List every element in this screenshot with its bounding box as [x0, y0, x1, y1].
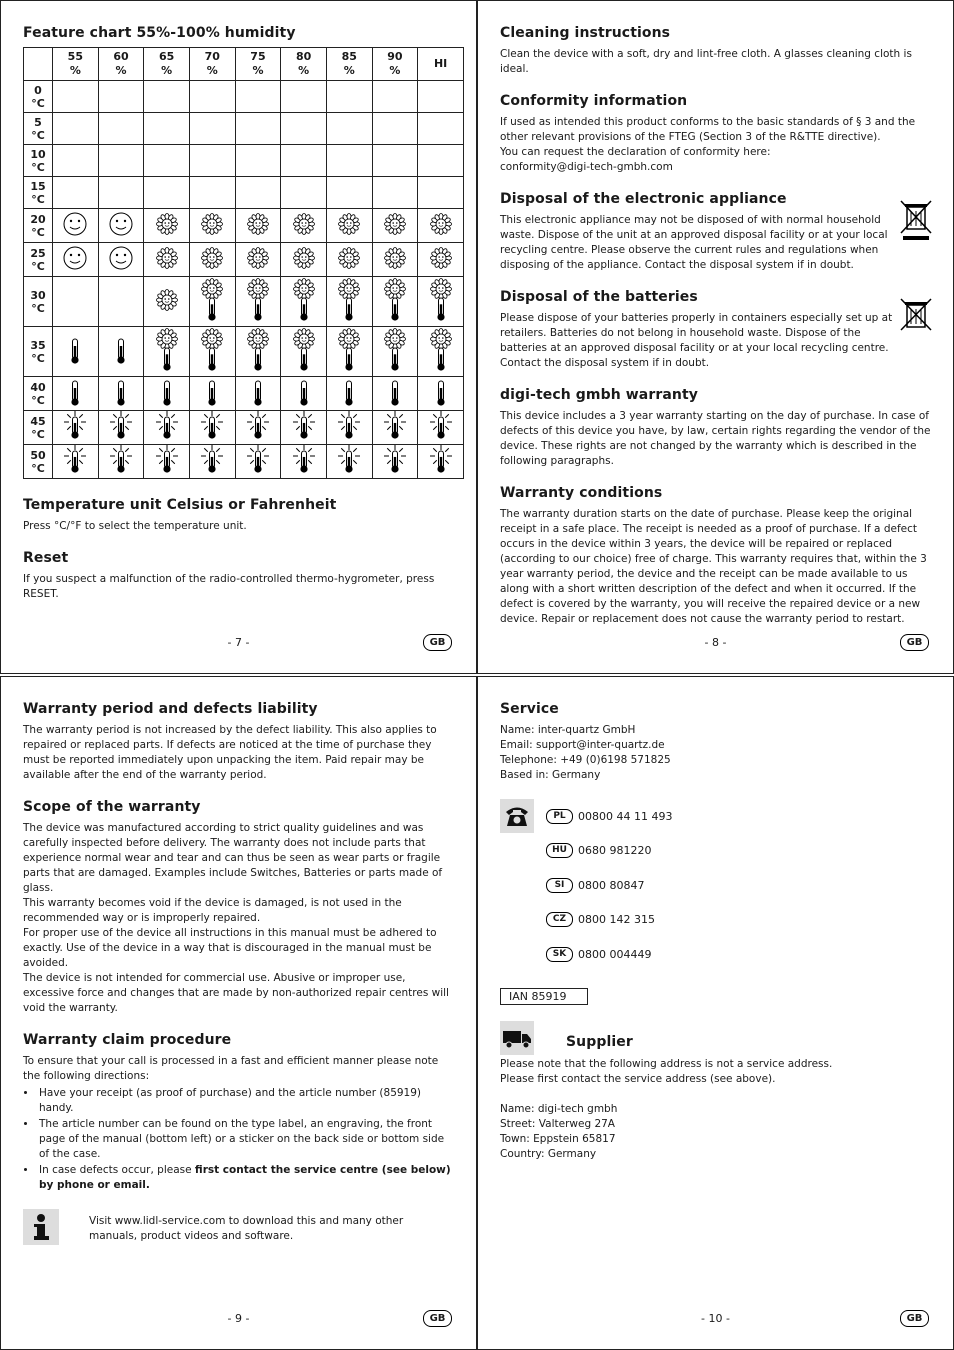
hotline-number: 0800 80847: [578, 878, 645, 892]
chart-cell: [418, 277, 464, 327]
hotline-number: 0800 004449: [578, 947, 652, 961]
page-number: - 7 -: [227, 636, 250, 649]
chart-cell: [372, 377, 418, 411]
sun-thermo-icon: [152, 411, 182, 441]
chart-cell: [53, 145, 99, 177]
chart-row: [24, 113, 464, 145]
warranty-text: This device includes a 3 year warranty starting on the day of purchase. In case of defects of this device you have, by law, certain rights regarding the vendor of the device. These rights are not changed by the warranty which is described in the following paragraphs.: [500, 410, 931, 467]
thermo-icon: [334, 377, 364, 407]
chart-row: [24, 445, 464, 479]
chart-cell: [144, 81, 190, 113]
flower-thermo-icon: [243, 278, 273, 322]
hotline-number: 00800 44 11 493: [578, 809, 673, 823]
flower-thermo-icon: [197, 278, 227, 322]
list-item-text: In case defects occur, please: [39, 1164, 195, 1176]
info-box: [23, 1209, 454, 1245]
thermo-icon: [106, 335, 136, 365]
chart-cell: [189, 177, 235, 209]
reset-text: If you suspect a malfunction of the radio-controlled thermo-hygrometer, press RESET.: [23, 573, 435, 600]
chart-row-label: 50 °C: [24, 445, 53, 479]
supplier-town: Town: Eppstein 65817: [500, 1133, 616, 1145]
sun-thermo-icon: [380, 445, 410, 475]
chart-cell: [53, 81, 99, 113]
chart-cell: [326, 177, 372, 209]
flower-icon: [197, 243, 227, 273]
chart-col-header: 55 %: [53, 48, 99, 81]
conformity-request-text: You can request the declaration of conformity here:: [500, 146, 771, 158]
chart-cell: [235, 243, 281, 277]
chart-row-label: 35 °C: [24, 327, 53, 377]
disposal-batteries-text: Please dispose of your batteries properly in containers especially set up at retailers. Batteries do not belong in household waste. Dispose of the batteries at an approved disposal facility or at your local recycling centre. Contact the disposal system if in doubt.: [500, 312, 893, 369]
chart-cell: [418, 411, 464, 445]
chart-cell: [235, 377, 281, 411]
service-name: Name: inter-quartz GmbH: [500, 724, 636, 736]
language-badge: GB: [423, 1310, 452, 1327]
chart-cell: [372, 81, 418, 113]
chart-cell: [144, 243, 190, 277]
warranty-conditions-heading: Warranty conditions: [500, 485, 663, 501]
chart-cell: [281, 277, 327, 327]
chart-cell: [53, 445, 99, 479]
country-code-badge: HU: [546, 843, 573, 858]
chart-cell: [326, 445, 372, 479]
chart-col-header: 70 %: [189, 48, 235, 81]
chart-cell: [98, 177, 144, 209]
supplier-heading: Supplier: [566, 1033, 633, 1050]
chart-cell: [235, 145, 281, 177]
sun-thermo-icon: [426, 411, 456, 441]
chart-cell: [326, 327, 372, 377]
flower-icon: [380, 243, 410, 273]
chart-cell: [418, 243, 464, 277]
chart-row: [24, 177, 464, 209]
commercial-use-text: The device is not intended for commercial use. Abusive or improper use, excessive force and changes that are made by non-authorized repair centres will void the warranty.: [23, 972, 449, 1014]
sun-thermo-icon: [380, 411, 410, 441]
flower-icon: [152, 285, 182, 315]
chart-cell: [98, 243, 144, 277]
sun-thermo-icon: [243, 411, 273, 441]
chart-col-header: 90 %: [372, 48, 418, 81]
sun-thermo-icon: [152, 445, 182, 475]
chart-cell: [53, 277, 99, 327]
disposal-appliance-text: This electronic appliance may not be disposed of with normal household waste. Dispose of the unit at an approved disposal facility or at your local recycling centre. Please observe the current rules and regulations when disposing of the appliance. Contact the disposal system if in doubt.: [500, 214, 888, 271]
sun-thermo-icon: [106, 411, 136, 441]
hotline-row: [546, 937, 672, 972]
flower-thermo-icon: [334, 278, 364, 322]
service-email: Email: support@inter-quartz.de: [500, 739, 665, 751]
flower-thermo-icon: [289, 278, 319, 322]
chart-cell: [372, 113, 418, 145]
claim-procedure-list: [23, 1086, 454, 1193]
chart-cell: [326, 209, 372, 243]
chart-cell: [144, 411, 190, 445]
conformity-heading: Conformity information: [500, 93, 688, 109]
chart-cell: [418, 327, 464, 377]
page-8: [477, 0, 954, 674]
chart-cell: [281, 209, 327, 243]
flower-thermo-icon: [152, 328, 182, 372]
chart-cell: [98, 277, 144, 327]
chart-col-header: 60 %: [98, 48, 144, 81]
chart-cell: [418, 377, 464, 411]
supplier-country: Country: Germany: [500, 1148, 597, 1160]
chart-row: [24, 377, 464, 411]
list-item: • Have your receipt (as proof of purchase) and the article number (85919) handy.: [37, 1086, 454, 1116]
chart-cell: [189, 277, 235, 327]
chart-cell: [189, 81, 235, 113]
flower-icon: [289, 209, 319, 239]
list-item-bold-text: first contact the service centre (see below) by phone or email.: [39, 1164, 451, 1191]
chart-cell: [326, 113, 372, 145]
chart-cell: [189, 377, 235, 411]
chart-cell: [281, 445, 327, 479]
language-badge: GB: [900, 634, 929, 651]
list-item: • The article number can be found on the type label, an engraving, the front page of the manual (bottom left) or a sticker on the back side or bottom side of the case.: [37, 1117, 454, 1162]
thermo-icon: [152, 377, 182, 407]
chart-cell: [53, 113, 99, 145]
smiley-icon: [60, 243, 90, 273]
thermo-icon: [60, 335, 90, 365]
thermo-icon: [380, 377, 410, 407]
chart-cell: [144, 445, 190, 479]
service-phone: Telephone: +49 (0)6198 571825: [500, 754, 671, 766]
hotline-number: 0800 142 315: [578, 913, 655, 927]
hotline-row: [546, 834, 672, 869]
temp-unit-text: Press °C/°F to select the temperature unit.: [23, 520, 247, 532]
chart-cell: [418, 113, 464, 145]
sun-thermo-icon: [289, 411, 319, 441]
chart-corner-cell: [24, 48, 53, 81]
smiley-icon: [106, 209, 136, 239]
chart-row-label: 10 °C: [24, 145, 53, 177]
chart-cell: [281, 145, 327, 177]
chart-title: Feature chart 55%-100% humidity: [23, 25, 296, 41]
thermo-icon: [426, 377, 456, 407]
country-code-badge: PL: [546, 809, 573, 824]
service-heading: Service: [500, 701, 559, 717]
chart-cell: [98, 411, 144, 445]
chart-cell: [326, 377, 372, 411]
chart-cell: [144, 327, 190, 377]
thermo-icon: [197, 377, 227, 407]
warranty-heading: digi-tech gmbh warranty: [500, 387, 698, 403]
hotline-row: [546, 799, 672, 834]
chart-cell: [53, 377, 99, 411]
chart-cell: [372, 209, 418, 243]
hotline-row: [546, 868, 672, 903]
chart-cell: [372, 411, 418, 445]
chart-col-header: HI: [418, 48, 464, 81]
warranty-conditions-text: The warranty duration starts on the date of purchase. Please keep the original receipt in a safe place. The receipt is needed as a proof of purchase. If a defect occurs in the device within 3 years, the device will be repaired or replaced (according to our choice) free of charge. This warranty requires that, within the 3 year warranty period, the device and the receipt can be made available to us along with a short written description of the defect and when it occurred. If the defect is covered by the warranty, you will receive the repaired device or a new device. Repair or replacement does not cause the warranty period to restart.: [500, 508, 927, 625]
chart-cell: [372, 277, 418, 327]
chart-cell: [144, 113, 190, 145]
hotline-row: [546, 903, 672, 938]
chart-cell: [144, 277, 190, 327]
warranty-scope-text: The device was manufactured according to strict quality guidelines and was carefully inspected before delivery. The warranty does not include parts that experience normal wear and tear and can thus be seen as wear parts or fragile parts that are damaged. Examples include Switches, Batteries or parts made of glass.: [23, 822, 443, 894]
chart-cell: [189, 209, 235, 243]
chart-cell: [144, 377, 190, 411]
chart-cell: [98, 327, 144, 377]
hotline-block: [500, 799, 931, 975]
flower-icon: [243, 209, 273, 239]
flower-thermo-icon: [380, 328, 410, 372]
page-7: [0, 0, 477, 674]
chart-row: [24, 81, 464, 113]
claim-procedure-text: To ensure that your call is processed in a fast and efficient manner please note the following directions:: [23, 1055, 439, 1082]
hotline-list: [546, 799, 672, 972]
chart-row-label: 25 °C: [24, 243, 53, 277]
sun-thermo-icon: [334, 411, 364, 441]
thermo-icon: [60, 377, 90, 407]
chart-cell: [281, 377, 327, 411]
service-based: Based in: Germany: [500, 769, 601, 781]
flower-icon: [426, 209, 456, 239]
list-item: [37, 1163, 454, 1193]
chart-cell: [235, 277, 281, 327]
smiley-icon: [106, 243, 136, 273]
chart-row: [24, 209, 464, 243]
page-number: - 8 -: [704, 636, 727, 649]
chart-cell: [418, 145, 464, 177]
chart-cell: [53, 327, 99, 377]
page-9: [0, 676, 477, 1350]
chart-cell: [372, 177, 418, 209]
warranty-period-text: The warranty period is not increased by the defect liability. This also applies to repaired or replaced parts. If defects are noticed at the time of purchase they must be reported immediately upon unpacking the item. Paid repair may be available after the end of the warranty period.: [23, 724, 437, 781]
thermo-icon: [289, 377, 319, 407]
chart-cell: [281, 113, 327, 145]
supplier-header: [500, 1021, 931, 1055]
chart-cell: [372, 243, 418, 277]
conformity-email: conformity@digi-tech-gmbh.com: [500, 161, 673, 173]
chart-cell: [53, 209, 99, 243]
language-badge: GB: [423, 634, 452, 651]
chart-cell: [235, 411, 281, 445]
chart-cell: [98, 81, 144, 113]
chart-cell: [418, 445, 464, 479]
temp-unit-heading: Temperature unit Celsius or Fahrenheit: [23, 497, 337, 513]
chart-cell: [418, 81, 464, 113]
chart-cell: [281, 327, 327, 377]
chart-cell: [189, 327, 235, 377]
chart-cell: [144, 209, 190, 243]
chart-cell: [98, 377, 144, 411]
flower-icon: [152, 209, 182, 239]
hotline-number: 0680 981220: [578, 844, 652, 858]
supplier-note: Please note that the following address is not a service address.: [500, 1058, 833, 1070]
chart-cell: [326, 145, 372, 177]
warranty-period-heading: Warranty period and defects liability: [23, 701, 318, 717]
proper-use-text: For proper use of the device all instructions in this manual must be adhered to exactly. Use of the device in a way that is discouraged in the manual must be avoided.: [23, 927, 437, 969]
sun-thermo-icon: [334, 445, 364, 475]
chart-cell: [326, 277, 372, 327]
supplier-street: Street: Valterweg 27A: [500, 1118, 615, 1130]
cleaning-text: Clean the device with a soft, dry and lint-free cloth. A glasses cleaning cloth is ideal.: [500, 48, 912, 75]
thermo-icon: [106, 377, 136, 407]
chart-cell: [235, 327, 281, 377]
flower-icon: [334, 243, 364, 273]
cleaning-heading: Cleaning instructions: [500, 25, 671, 41]
chart-row-label: 0 °C: [24, 81, 53, 113]
chart-col-header: 85 %: [326, 48, 372, 81]
page-number: - 9 -: [227, 1312, 250, 1325]
telephone-icon: [500, 799, 534, 833]
chart-row-label: 45 °C: [24, 411, 53, 445]
chart-col-header: 80 %: [281, 48, 327, 81]
sun-thermo-icon: [197, 445, 227, 475]
flower-thermo-icon: [334, 328, 364, 372]
chart-row: [24, 411, 464, 445]
chart-row-label: 40 °C: [24, 377, 53, 411]
chart-cell: [98, 113, 144, 145]
flower-thermo-icon: [426, 328, 456, 372]
flower-icon: [152, 243, 182, 273]
sun-thermo-icon: [289, 445, 319, 475]
disposal-appliance-heading: Disposal of the electronic appliance: [500, 191, 787, 207]
chart-cell: [189, 113, 235, 145]
chart-cell: [189, 243, 235, 277]
smiley-icon: [60, 209, 90, 239]
chart-col-header: 65 %: [144, 48, 190, 81]
info-icon: [23, 1209, 59, 1245]
chart-cell: [53, 411, 99, 445]
info-text: Visit www.lidl-service.com to download this and many other manuals, product videos and software.: [89, 1215, 404, 1242]
chart-cell: [53, 243, 99, 277]
sun-thermo-icon: [426, 445, 456, 475]
supplier-note-2: Please first contact the service address (see above).: [500, 1073, 776, 1085]
chart-cell: [98, 209, 144, 243]
chart-cell: [189, 445, 235, 479]
humidity-feature-chart: [23, 47, 464, 479]
chart-cell: [144, 177, 190, 209]
chart-row: [24, 243, 464, 277]
flower-icon: [197, 209, 227, 239]
chart-row-label: 15 °C: [24, 177, 53, 209]
country-code-badge: SK: [546, 947, 573, 962]
chart-cell: [418, 177, 464, 209]
flower-thermo-icon: [243, 328, 273, 372]
conformity-text: If used as intended this product conforms to the basic standards of § 3 and the other relevant provisions of the FTEG (Section 3 of the R&TTE directive).: [500, 116, 916, 143]
chart-cell: [372, 327, 418, 377]
chart-cell: [235, 445, 281, 479]
claim-procedure-heading: Warranty claim procedure: [23, 1032, 232, 1048]
flower-icon: [243, 243, 273, 273]
chart-cell: [281, 243, 327, 277]
ian-number: IAN 85919: [500, 988, 588, 1005]
flower-icon: [426, 243, 456, 273]
flower-thermo-icon: [426, 278, 456, 322]
reset-heading: Reset: [23, 550, 69, 566]
sun-thermo-icon: [106, 445, 136, 475]
chart-cell: [281, 177, 327, 209]
thermo-icon: [243, 377, 273, 407]
country-code-badge: SI: [546, 878, 573, 893]
chart-row: [24, 327, 464, 377]
chart-cell: [326, 81, 372, 113]
chart-row-label: 5 °C: [24, 113, 53, 145]
chart-row-label: 30 °C: [24, 277, 53, 327]
language-badge: GB: [900, 1310, 929, 1327]
supplier-name: Name: digi-tech gmbh: [500, 1103, 618, 1115]
sun-thermo-icon: [197, 411, 227, 441]
page-number: - 10 -: [701, 1312, 730, 1325]
chart-cell: [326, 411, 372, 445]
page-10: [477, 676, 954, 1350]
flower-thermo-icon: [289, 328, 319, 372]
chart-row: [24, 145, 464, 177]
chart-cell: [326, 243, 372, 277]
chart-cell: [235, 113, 281, 145]
chart-cell: [189, 145, 235, 177]
chart-cell: [281, 411, 327, 445]
chart-cell: [281, 81, 327, 113]
flower-thermo-icon: [380, 278, 410, 322]
chart-cell: [98, 145, 144, 177]
country-code-badge: CZ: [546, 912, 573, 927]
chart-cell: [418, 209, 464, 243]
flower-icon: [289, 243, 319, 273]
flower-thermo-icon: [197, 328, 227, 372]
crossed-bin-battery-icon: [899, 297, 933, 331]
chart-cell: [189, 411, 235, 445]
sun-thermo-icon: [60, 411, 90, 441]
chart-cell: [372, 145, 418, 177]
warranty-scope-heading: Scope of the warranty: [23, 799, 201, 815]
chart-header-row: [24, 48, 464, 81]
chart-cell: [53, 177, 99, 209]
sun-thermo-icon: [243, 445, 273, 475]
warranty-void-text: This warranty becomes void if the device is damaged, is not used in the recommended way or is improperly repaired.: [23, 897, 402, 924]
delivery-truck-icon: [500, 1021, 534, 1055]
flower-icon: [334, 209, 364, 239]
chart-cell: [372, 445, 418, 479]
flower-icon: [380, 209, 410, 239]
crossed-bin-icon: [899, 199, 933, 241]
chart-cell: [98, 445, 144, 479]
sun-thermo-icon: [60, 445, 90, 475]
chart-body: [24, 81, 464, 479]
chart-cell: [235, 177, 281, 209]
chart-cell: [235, 209, 281, 243]
chart-row: [24, 277, 464, 327]
chart-cell: [235, 81, 281, 113]
chart-col-header: 75 %: [235, 48, 281, 81]
chart-cell: [144, 145, 190, 177]
chart-row-label: 20 °C: [24, 209, 53, 243]
disposal-batteries-heading: Disposal of the batteries: [500, 289, 698, 305]
